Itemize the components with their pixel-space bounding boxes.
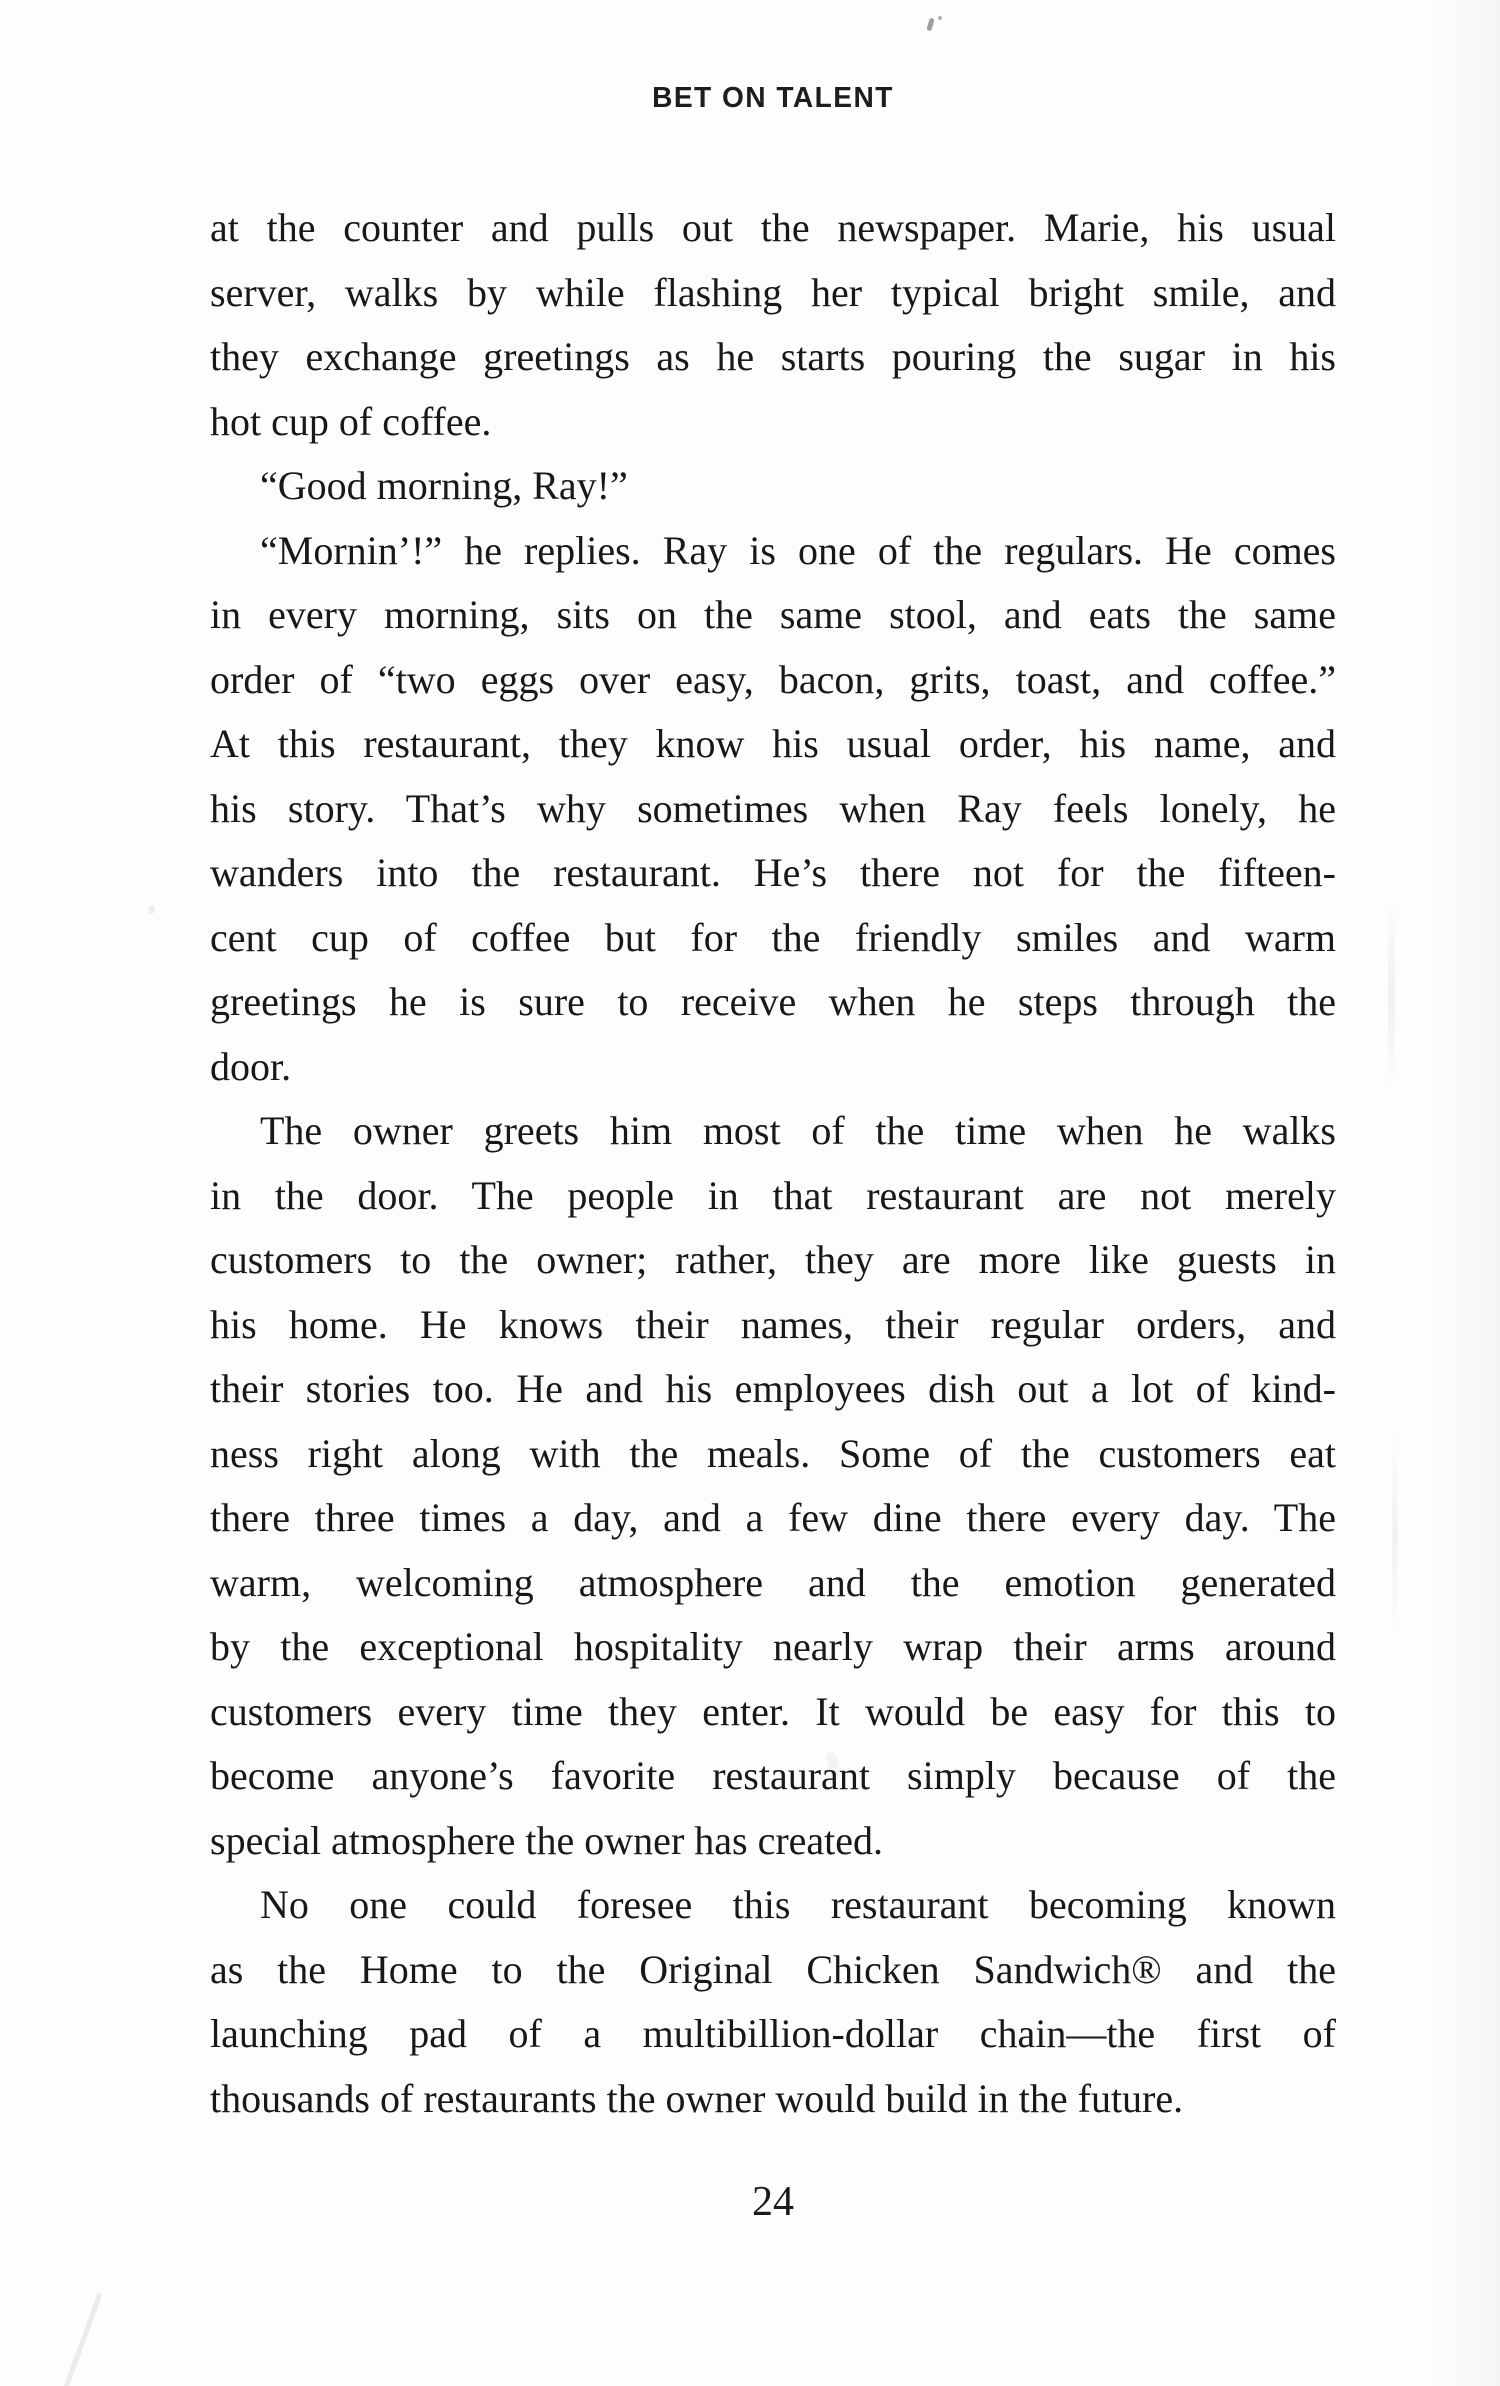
text-line: launching pad of a multibillion-dollar chain—the first of (210, 2011, 1336, 2056)
text-line: at the counter and pulls out the newspaper. Marie, his usual (210, 205, 1336, 250)
scan-artifact (1388, 900, 1395, 1090)
text-block (210, 196, 1336, 2131)
text-line: hot cup of coffee. (210, 398, 492, 444)
text-line: ness right along with the meals. Some of the customers eat (210, 1430, 1336, 1476)
text-line: server, walks by while flashing her typical bright smile, and (210, 269, 1336, 315)
text-line: special atmosphere the owner has created. (210, 1817, 884, 1863)
text-line: cent cup of coffee but for the friendly smiles and warm (210, 914, 1336, 960)
text-line: warm, welcoming atmosphere and the emotion generated (210, 1559, 1336, 1605)
text-line: No one could foresee this restaurant becoming known (260, 1882, 1336, 1927)
text-line: The owner greets him most of the time when he walks (260, 1108, 1336, 1153)
text-line: thousands of restaurants the owner would build in the future. (210, 2075, 1184, 2121)
text-line: wanders into the restaurant. He’s there not for the fifteen- (210, 850, 1336, 895)
text-line: door. (210, 1043, 292, 1089)
text-line: their stories too. He and his employees dish out a lot of kind- (210, 1366, 1336, 1411)
text-line: in every morning, sits on the same stool, and eats the same (210, 592, 1336, 637)
text-line: order of “two eggs over easy, bacon, grits, toast, and coffee.” (210, 656, 1336, 702)
text-line: they exchange greetings as he starts pouring the sugar in his (210, 334, 1336, 379)
text-line: by the exceptional hospitality nearly wrap their arms around (210, 1624, 1336, 1669)
text-line: At this restaurant, they know his usual order, his name, and (210, 721, 1336, 766)
text-line: his home. He knows their names, their regular orders, and (210, 1301, 1336, 1347)
text-line: in the door. The people in that restaurant are not merely (210, 1172, 1336, 1218)
scan-artifact (926, 18, 934, 32)
text-line: “Mornin’!” he replies. Ray is one of the regulars. He comes (260, 527, 1336, 573)
text-line: “Good morning, Ray!” (260, 463, 628, 508)
scan-edge-shading (1430, 0, 1500, 2386)
text-line: there three times a day, and a few dine there every day. The (210, 1495, 1336, 1540)
text-line: become anyone’s favorite restaurant simply because of the (210, 1753, 1336, 1798)
text-line: customers every time they enter. It would be easy for this to (210, 1688, 1336, 1734)
scan-artifact (58, 2293, 102, 2386)
page-number: 24 (752, 2179, 794, 2225)
scan-artifact (148, 905, 155, 914)
scan-artifact (1392, 1430, 1398, 1640)
running-header: BET ON TALENT (652, 82, 894, 114)
scan-artifact (938, 16, 942, 20)
text-line: as the Home to the Original Chicken Sandwich® and the (210, 1946, 1336, 1992)
text-line: his story. That’s why sometimes when Ray feels lonely, he (210, 785, 1336, 831)
text-line: greetings he is sure to receive when he steps through the (210, 979, 1336, 1024)
text-line: customers to the owner; rather, they are more like guests in (210, 1237, 1336, 1282)
